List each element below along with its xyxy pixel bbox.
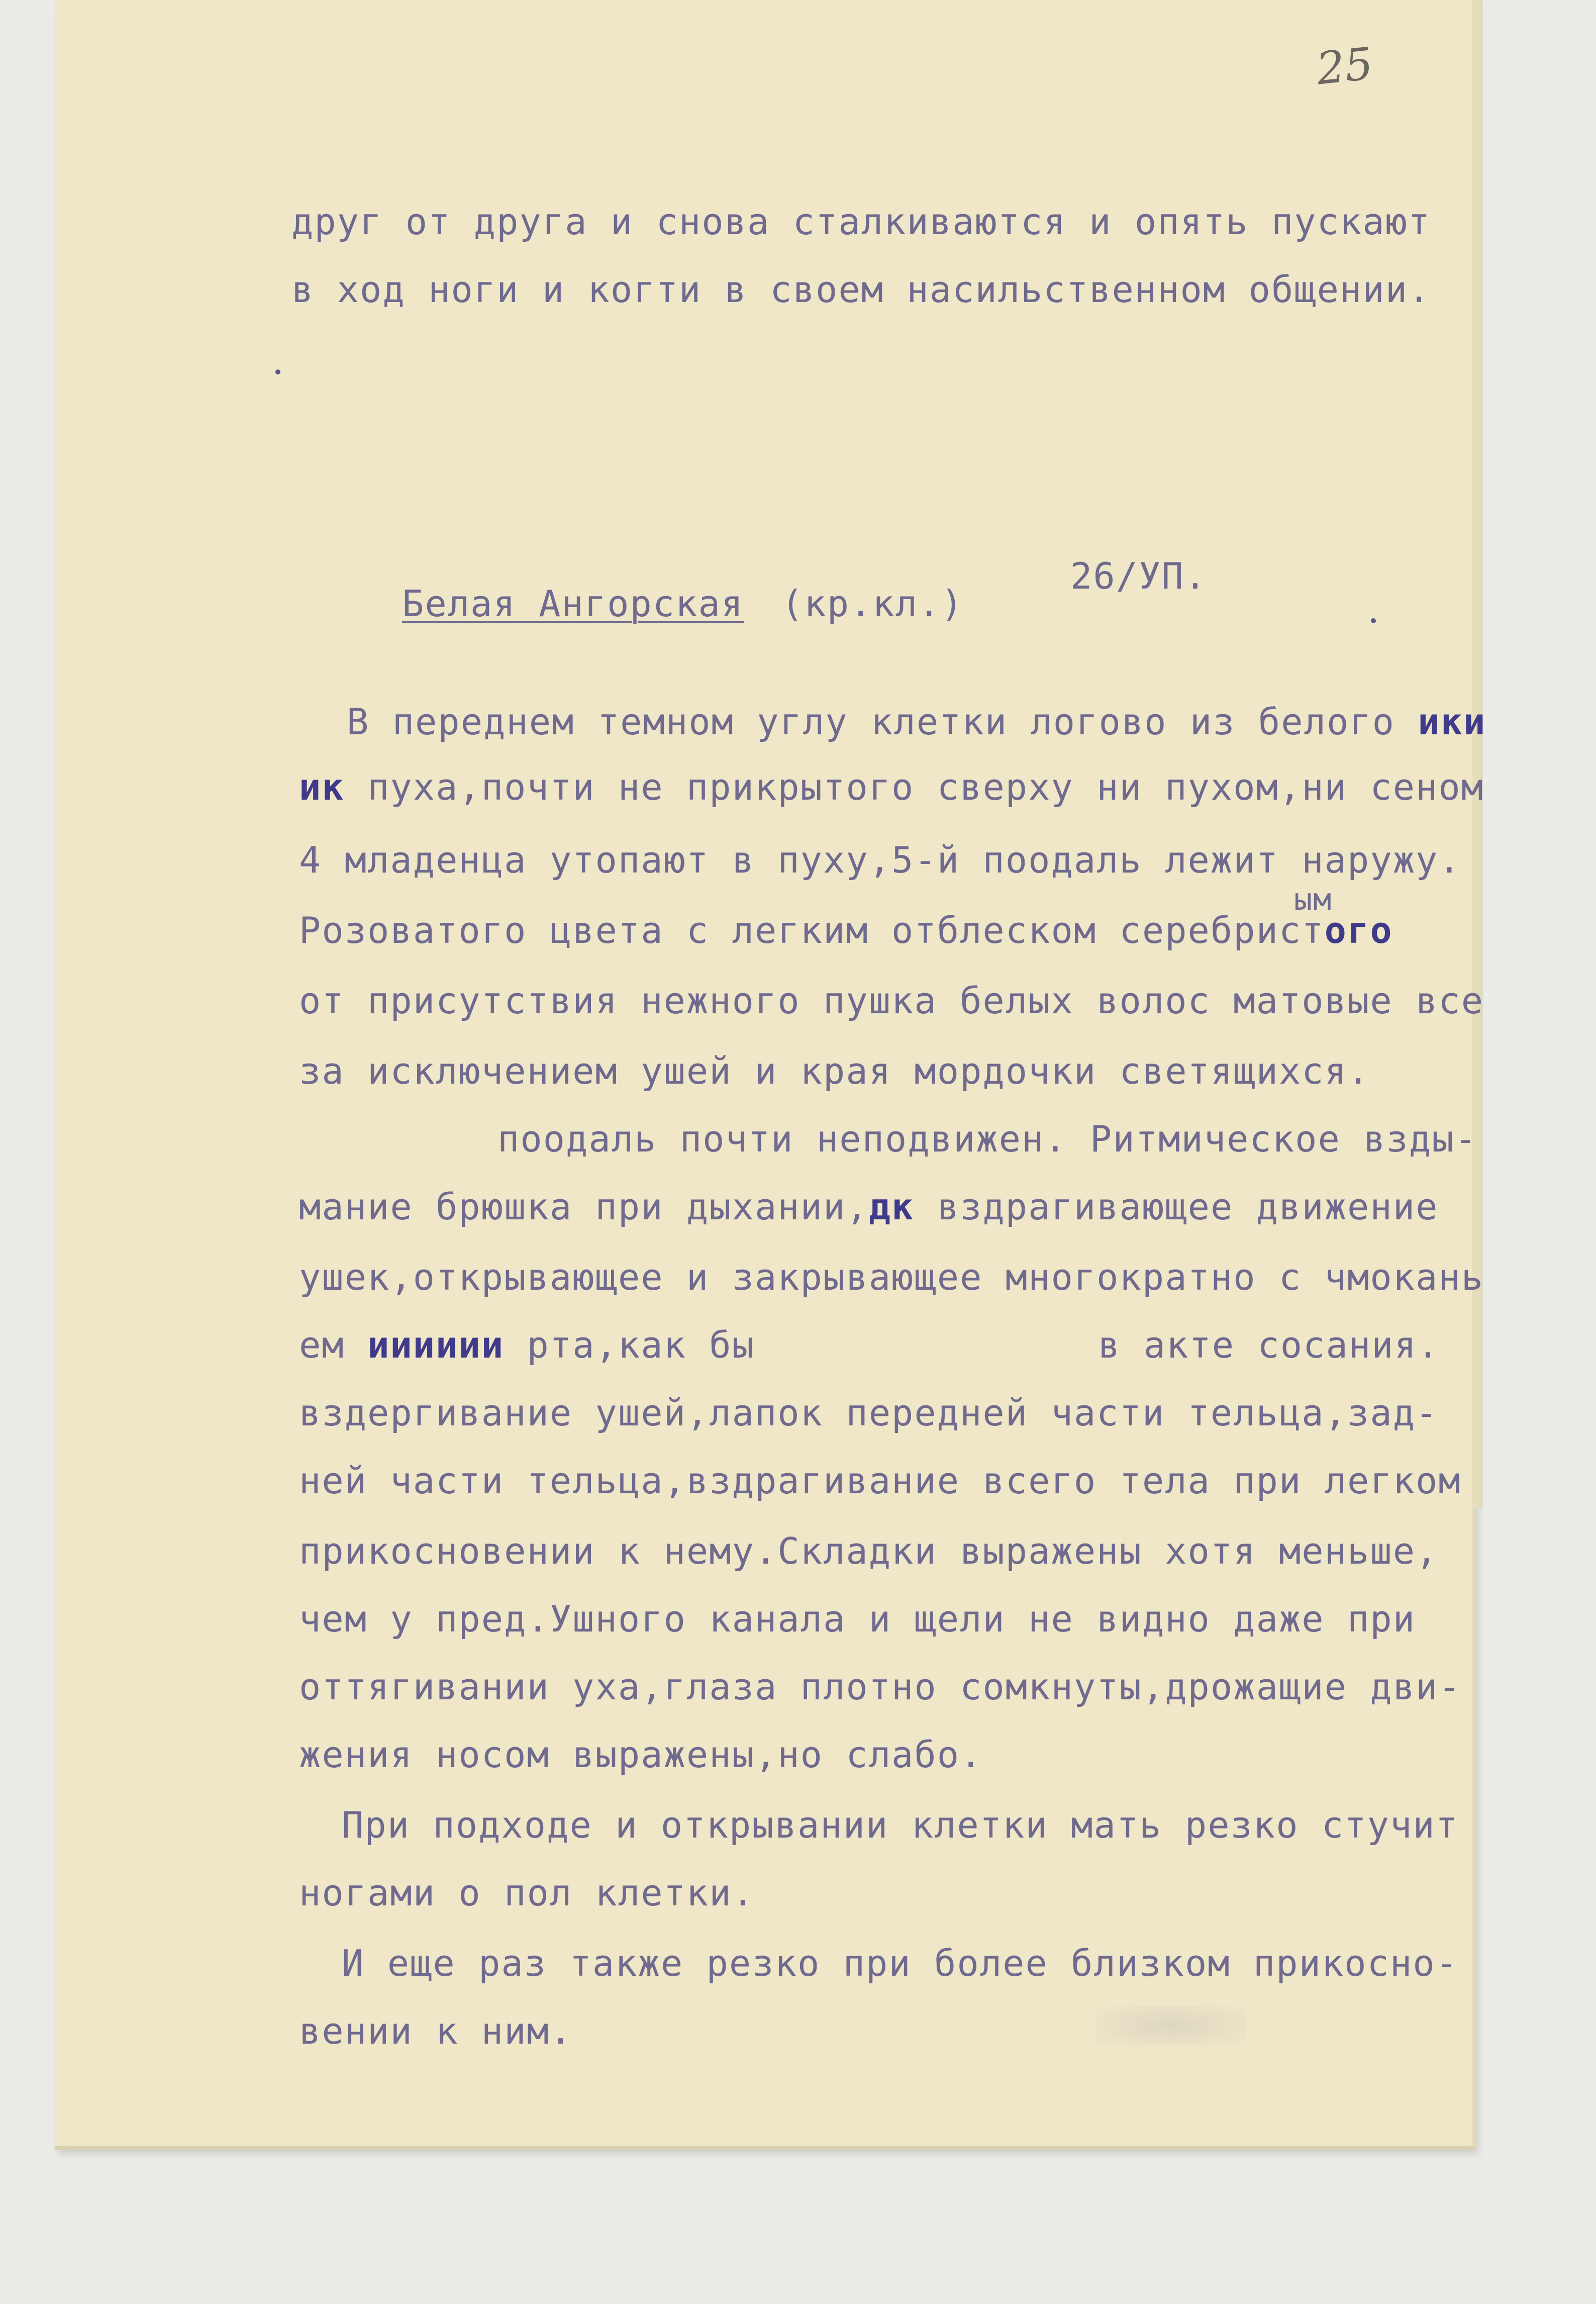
para1-line-4 [299, 909, 1393, 951]
para2-line-9: оттягивании уха,глаза плотно сомкнуты,дрожащие дви- [299, 1666, 1461, 1708]
para2-line-2-text-a: мание брюшка при дыхании, [299, 1186, 869, 1228]
faint-stamp [1095, 2005, 1246, 2046]
heading-title: Белая Ангорская [402, 583, 744, 625]
para2-line-6: ней части тельца,вздрагивание всего тела при легком [299, 1460, 1461, 1502]
struck-out-text: ики [1418, 701, 1486, 743]
heading-qualifier: (кр.кл.) [781, 583, 964, 625]
para2-line-3: ушек,открывающее и закрывающее многократно с чмокань [299, 1256, 1484, 1298]
para2-line-4-text-b: рта,как бы [527, 1324, 755, 1366]
heading-date: 26/УП. [1070, 555, 1208, 597]
para1-line-4-text: Розоватого цвета с легким отблеском серебрист [299, 909, 1325, 951]
para2-line-4a [299, 1324, 755, 1366]
para1-line-2 [299, 766, 1484, 808]
ink-dot [1371, 618, 1376, 623]
para1-line-1 [347, 701, 1486, 743]
para4-line-1: И еще раз также резко при более близком прикосно- [342, 1942, 1459, 1984]
struck-out-text: ого [1324, 909, 1393, 951]
para4-line-2: вении к ним. [299, 2010, 573, 2052]
para2-line-4b: в акте сосания. [1098, 1324, 1440, 1366]
para2-line-4-text-a: ем [299, 1324, 345, 1366]
para2-line-7: прикосновении к нему.Складки выражены хотя меньше, [299, 1530, 1439, 1572]
para1-line-3: 4 младенца утопают в пуху,5-й поодаль лежит наружу. [299, 839, 1461, 881]
page-number: 25 [1314, 37, 1376, 95]
struck-out-text: дк [868, 1186, 915, 1228]
para1-insert: ым [1294, 882, 1333, 917]
para1-line-6: за исключением ушей и края мордочки светящихся. [299, 1050, 1370, 1092]
para2-line-2 [299, 1186, 1439, 1228]
para1-line-1-text: В переднем темном углу клетки логово из белого [347, 701, 1395, 743]
ink-dot [275, 369, 280, 374]
para2-line-5: вздергивание ушей,лапок передней части тельца,зад- [299, 1392, 1439, 1434]
intro-line-2: в ход ноги и когти в своем насильственном общении. [291, 268, 1431, 311]
para1-line-2-text: пуха,почти не прикрытого сверху ни пухом,ни сеном [367, 766, 1484, 808]
para2-line-8: чем у пред.Ушного канала и щели не видно даже при [299, 1598, 1416, 1640]
para2-line-10: жения носом выражены,но слабо. [299, 1734, 983, 1776]
intro-line-1: друг от друга и снова сталкиваются и опять пускают [291, 201, 1431, 243]
para2-line-1: поодаль почти неподвижен. Ритмическое взды- [497, 1118, 1477, 1160]
para3-line-2: ногами о пол клетки. [299, 1872, 755, 1914]
struck-out-text: ииииии [367, 1324, 505, 1366]
struck-out-text: ик [299, 766, 345, 808]
para3-line-1: При подходе и открывании клетки мать резко стучит [342, 1804, 1459, 1846]
para1-line-5: от присутствия нежного пушка белых волос матовые все [299, 980, 1484, 1022]
para2-line-2-text-b: вздрагивающее движение [937, 1186, 1439, 1228]
